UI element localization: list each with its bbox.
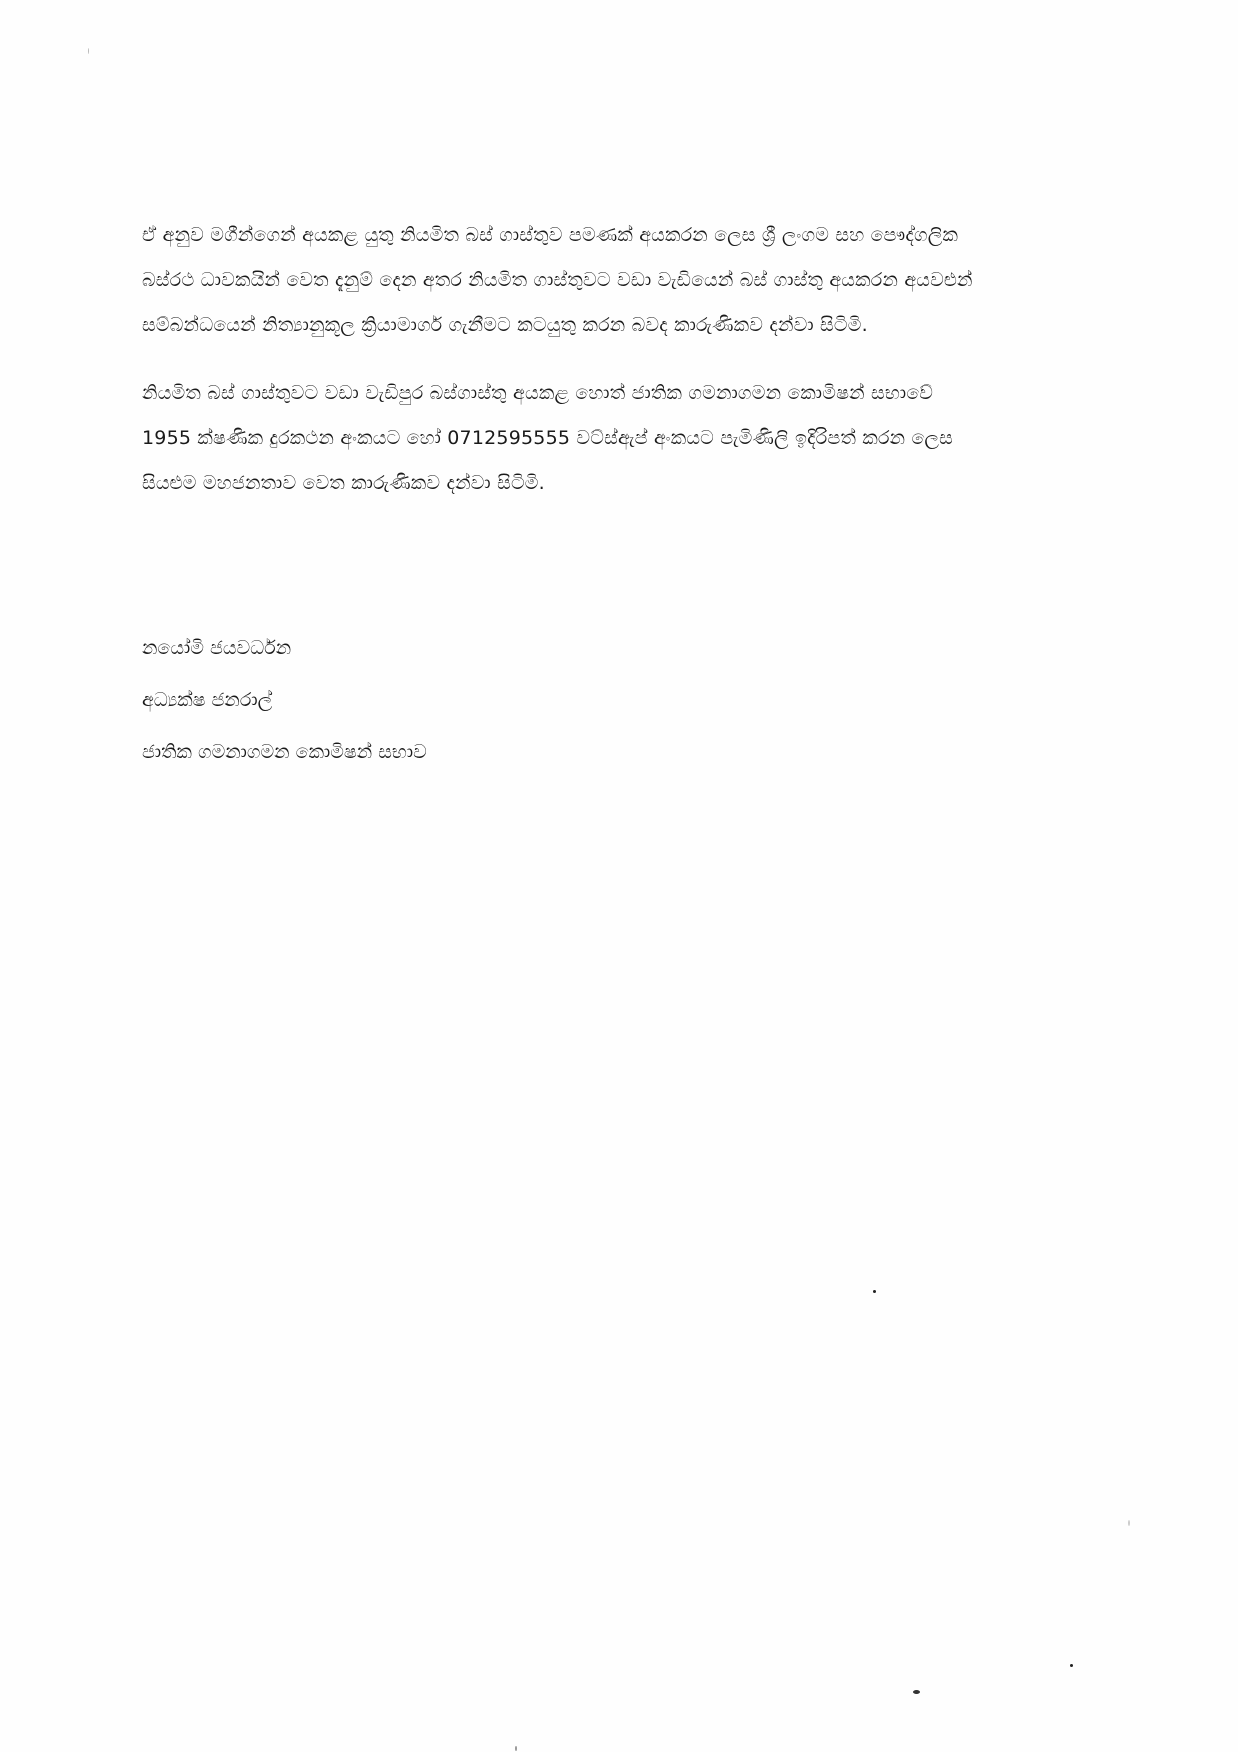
scan-speck — [1128, 1520, 1130, 1526]
paragraph-fare-notice — [142, 213, 1102, 348]
paragraph-line: නියමිත බස් ගාස්තුවට වඩා වැඩිපුර බස්ගාස්තු අයකළ හොත් ජාතික ගමනාගමන කොමිෂන් සභාවේ — [142, 382, 934, 404]
signatory-organization: ජාතික ගමනාගමන කොමිෂන් සභාව — [142, 741, 427, 763]
scan-speck — [88, 48, 89, 54]
paragraph-line: සියළුම මහජනතාව වෙත කාරුණිකව දන්වා සිටිමි. — [142, 472, 545, 494]
paragraph-line: ඒ අනුව මගීන්ගෙන් අයකළ යුතු නියමිත බස් ගාස්තුව පමණක් අයකරන ලෙස ශ්‍රී ලංගම සහ පෞද්ගලික — [142, 224, 959, 246]
scan-speck — [873, 1290, 876, 1293]
paragraph-line: 1955 ක්ෂණික දුරකථන අංකයට හෝ 0712595555 වට්ස්ඇප් අංකයට පැමිණිලි ඉදිරිපත් කරන ලෙස — [142, 427, 953, 449]
signatory-name: නයෝමි ජයවර්ධන — [142, 637, 292, 659]
scan-speck — [913, 1690, 920, 1694]
signature-block — [142, 622, 427, 778]
signatory-title: අධ්‍යක්ෂ ජනරාල් — [142, 689, 273, 711]
scan-speck — [1070, 1664, 1073, 1667]
paragraph-line: සම්බන්ධයෙන් නිත්‍යානුකූල ක්‍රියාමාර්ග ගැනීමට කටයුතු කරන බවද කාරුණිකව දන්වා සිටිමි. — [142, 314, 868, 336]
paragraph-complaint-contacts — [142, 371, 1102, 506]
paragraph-line: බස්රථ ධාවකයින් වෙත දැනුම් දෙන අතර නියමිත ගාස්තුවට වඩා වැඩියෙන් බස් ගාස්තු අයකරන අයවළුන් — [142, 269, 973, 291]
scan-speck — [515, 1746, 517, 1751]
